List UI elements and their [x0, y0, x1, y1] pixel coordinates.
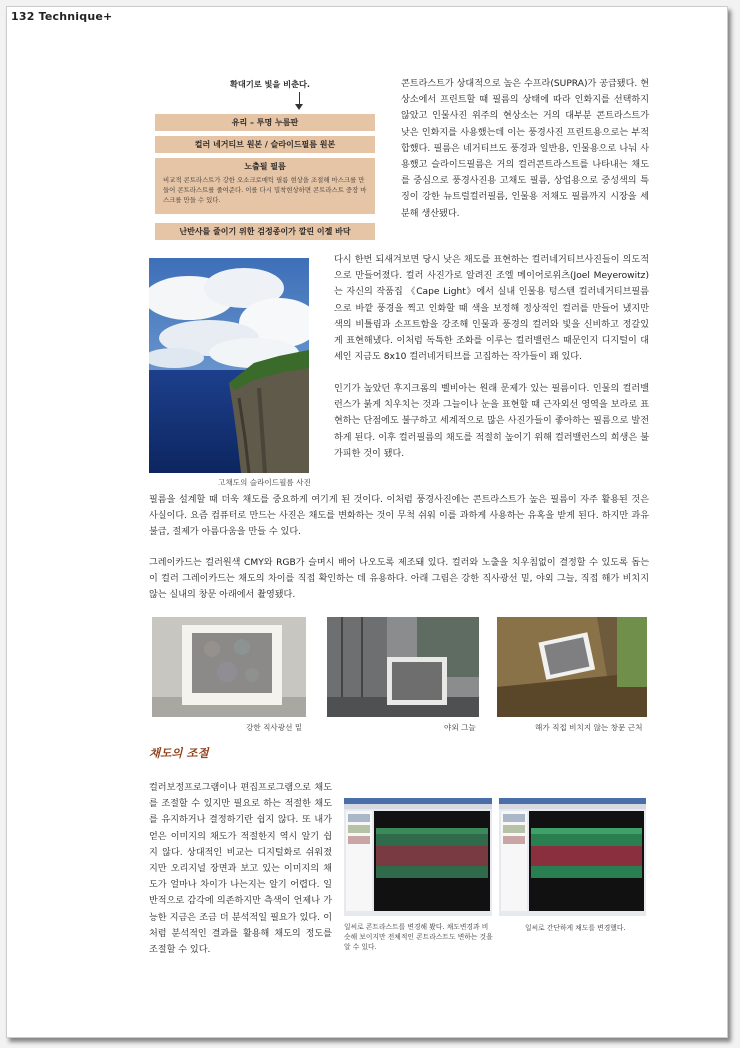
caption-screenshot-2: 일씨로 간단하게 채도를 변경했다.: [525, 924, 626, 932]
graycard-image: [497, 617, 647, 717]
layer-original: 컬러 네거티브 원본 / 슬라이드필름 원본: [155, 136, 375, 153]
page-number: 132: [11, 10, 35, 23]
caption-card-3: 해가 직접 비치지 않는 창문 근처: [535, 723, 643, 732]
cliff-sea-image: [149, 258, 309, 473]
caption-screenshot-1: 일씨로 콘트라스트를 변경해 봤다. 채도변경과 비슷해 보이지만 전체적인 콘트라스트도 변하는 것을 알 수 있다.: [344, 923, 493, 951]
screenshot-saturation: [499, 798, 646, 916]
graycard-image: [152, 617, 306, 717]
section-title: Technique+: [38, 10, 113, 23]
paragraph-1: 콘트라스트가 상대적으로 높은 수프라(SUPRA)가 공급됐다. 현상소에서 프린트할 때 필름의 상태에 따라 인화지를 선택하지 않았고 인물사진 위주의 현상소는 거의 대부분 콘트라스트가 낮은 인화지를 사용했는데 이는 풍경사진 프린트용으로는 부적합했다. 필름은 네거티브도 풍경과 일반용, 인물용으로 나눠 사용했고 슬라이드필름은 거의 컬러콘트라스트를 나타내는 채도를 중심으로 풍경사진용 고채도 필름, 상업용으로 중성색의 특징이 강한 뉴트럴컬러필름, 인물용 저채도 필름까지 시장을 세분해 생산됐다.: [401, 79, 649, 219]
paragraph-4: 필름을 설계할 때 더욱 채도를 중요하게 여기게 된 것이다. 이처럼 풍경사진에는 콘트라스트가 높은 필름이 자주 활용된 것은 사실이다. 요즘 컴퓨터로 만드는 사진은 채도를 변화하는 것이 무척 쉬워 이를 과하게 사용하는 유혹을 받게 된다. 하지만 과유불급, 절제가 아름다움을 만들 수 있다.: [149, 495, 649, 538]
page-header: [11, 10, 112, 23]
layer-film-label: 노출될 필름: [244, 162, 286, 171]
arrow-down-icon: [295, 104, 303, 110]
layer-film: [155, 158, 375, 214]
layer-glass: 유리 – 투명 누름판: [155, 114, 375, 131]
paragraph-2: 다시 한번 되새겨보면 당시 낮은 채도를 표현하는 컬러네거티브사진들이 의도적으로 만들어졌다. 컬러 사진가로 알려진 조엘 메이어로위츠(Joel Meyerowitz)는 자신의 작품집 《Cape Light》에서 실내 인물용 텅스텐 컬러네거티브필름으로 바깥 풍경을 찍고 인화할 때 색을 보정해 정상적인 컬러를 만들어 냈지만 색의 비틀림과 소프트함을 강조해 인물과 풍경의 컬러와 빛을 신비하고 정갈있게 표현해냈다. 이처럼 독특한 조화를 이루는 컬러밸런스 때문인지 디지털이 대세인 지금도 8x10 컬러네거티브를 고집하는 작가들이 꽤 있다.: [334, 255, 649, 363]
editor-screenshot-image: [499, 798, 646, 916]
layer-film-desc: 비교적 콘트라스트가 강한 오소크로매틱 필름 현상을 조절해 마스크를 만들어 콘트라스트를 줄여준다. 이를 다시 밀착현상하면 콘트라스트 중장 마스크를 만들 수 있다.: [163, 176, 367, 204]
editor-screenshot-image: [344, 798, 492, 916]
paragraph-6: 컬러보정프로그램이나 편집프로그램으로 채도를 조절할 수 있지만 필요로 하는 적절한 채도를 유지하거나 결정하기란 쉽지 않다. 또 내가 얻은 이미지의 채도가 적절한지 역시 알기 쉽지 않다. 상대적인 비교는 디지털화로 쉬워졌지만 오리지널 장면과 보고 있는 이미지의 채도가 얼마나 차이가 나는지는 알기 어렵다. 일반적으로 감각에 의존하지만 측색이 언제나 가능한 지금은 조금 더 분석적일 필요가 있다. 이처럼 분석적인 결과를 활용해 채도의 정도를 조절할 수 있다.: [149, 783, 332, 956]
caption-card-1: 강한 직사광선 밑: [246, 723, 303, 732]
caption-card-2: 야외 그늘: [444, 723, 476, 732]
paragraph-3: 인기가 높았던 후지크롬의 벨비아는 원래 문제가 있는 필름이다. 인물의 컬러밸런스가 붉게 치우치는 것과 그늘이나 눈을 표현할 때 근자외선 영역을 보라로 표현하는 단점에도 불구하고 세계적으로 많은 사진가들이 좋아하는 필름으로 발전하게 된다. 이후 컬러필름의 채도를 적절히 높이기 위해 컬러밸런스의 희생은 불가피한 것이 됐다.: [334, 384, 649, 459]
paragraph-5: 그레이카드는 컬러원색 CMY와 RGB가 슬며시 배어 나오도록 제조돼 있다. 컬러와 노출을 치우침없이 결정할 수 있도록 돕는 이 컬러 그레이카드는 채도의 차이를 직접 확인하는 데 유용하다. 아래 그림은 강한 직사광선 밑, 야외 그늘, 직접 해가 비치지 않는 실내의 창문 아래에서 촬영됐다.: [149, 558, 649, 601]
graycard-photo-shade: [327, 617, 479, 717]
slide-film-photo: [149, 258, 309, 473]
diagram-top-label: 확대기로 빛을 비춘다.: [230, 79, 310, 89]
section-heading: 채도의 조절: [149, 746, 209, 760]
layer-easel: 난반사를 줄이기 위한 검정종이가 깔린 이젤 바닥: [155, 223, 375, 240]
caption-slide-photo: 고채도의 슬라이드필름 사진: [218, 478, 311, 487]
graycard-photo-window: [497, 617, 647, 717]
graycard-image: [327, 617, 479, 717]
screenshot-contrast: [344, 798, 492, 916]
graycard-photo-sunlight: [152, 617, 306, 717]
